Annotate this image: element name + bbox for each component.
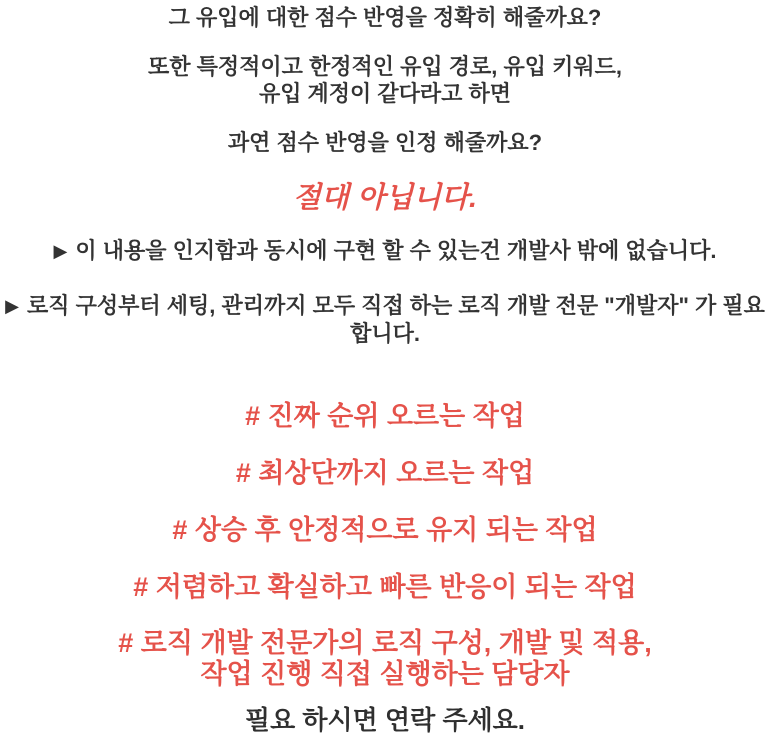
hashtag-claim-cheap-fast bbox=[0, 571, 770, 604]
statement-inflow-conditions bbox=[0, 53, 770, 107]
bullet-point-developer-needed bbox=[0, 292, 770, 347]
text-line: 작업 진행 직접 실행하는 담당자 bbox=[200, 659, 570, 689]
bullet-point-developer-only bbox=[0, 237, 770, 265]
text-line: 합니다. bbox=[350, 321, 420, 346]
text-line: # 진짜 순위 오르는 작업 bbox=[245, 401, 525, 431]
hashtag-claim-real-ranking bbox=[0, 400, 770, 433]
text-line: # 최상단까지 오르는 작업 bbox=[235, 458, 535, 488]
text-line: 절대 아닙니다. bbox=[292, 182, 478, 214]
hashtag-claim-top-position bbox=[0, 457, 770, 490]
text-line: # 저렴하고 확실하고 빠른 반응이 되는 작업 bbox=[133, 572, 637, 602]
text-line: 로직 구성부터 세팅, 관리까지 모두 직접 하는 로직 개발 전문 "개발자" 가 필요 bbox=[26, 293, 765, 318]
text-line: 유입 계정이 같다라고 하면 bbox=[258, 81, 512, 106]
text-line: 이 내용을 인지함과 동시에 구현 할 수 있는건 개발사 밖에 없습니다. bbox=[75, 238, 717, 263]
hashtag-claim-stable-maintain bbox=[0, 514, 770, 547]
text-line: # 상승 후 안정적으로 유지 되는 작업 bbox=[172, 515, 598, 545]
text-line: 또한 특정적이고 한정적인 유입 경로, 유입 키워드, bbox=[148, 54, 622, 79]
text-line: 필요 하시면 연락 주세요. bbox=[244, 705, 526, 735]
hashtag-claim-logic-expert bbox=[0, 628, 770, 690]
text-line: 그 유입에 대한 점수 반영을 정확히 해줄까요? bbox=[168, 5, 602, 30]
closing-contact-line bbox=[0, 704, 770, 736]
emphasis-absolutely-not bbox=[0, 180, 770, 216]
play-triangle-icon: ▶ bbox=[53, 241, 68, 261]
play-triangle-icon: ▶ bbox=[5, 296, 19, 316]
text-line: 과연 점수 반영을 인정 해줄까요? bbox=[227, 130, 543, 155]
text-line: # 로직 개발 전문가의 로직 구성, 개발 및 적용, bbox=[118, 628, 652, 658]
question-score-recognition bbox=[0, 129, 770, 156]
question-score-reflection bbox=[0, 4, 770, 31]
